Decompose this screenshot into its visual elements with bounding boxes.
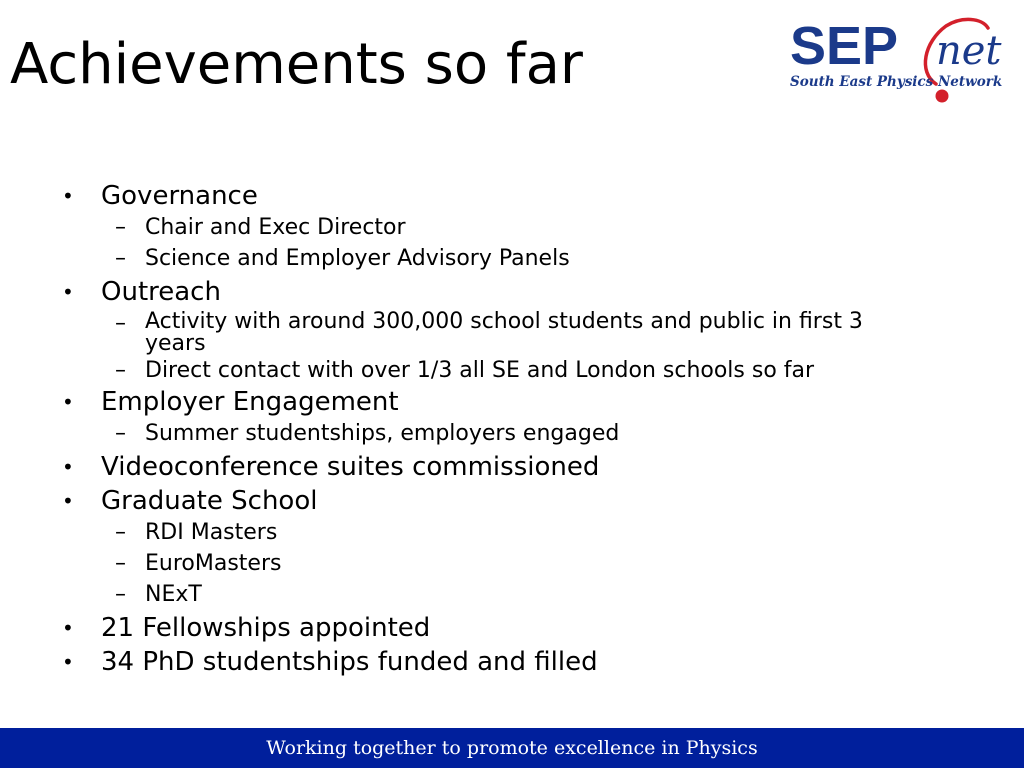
list-item-text: Summer studentships, employers engaged [145,421,620,446]
bullet-marker: • [62,390,74,414]
dash-marker: – [115,551,126,576]
bullet-marker: • [62,650,74,674]
list-item-text: Employer Engagement [101,387,399,417]
list-item-text: Governance [101,181,258,211]
bullet-marker: • [62,280,74,304]
footer-text: Working together to promote excellence in Physics [266,737,758,759]
footer-bar [0,728,1024,768]
dash-marker: – [115,421,126,446]
list-item-text: NExT [145,582,202,607]
dash-marker: – [115,246,126,271]
list-item-text: 34 PhD studentships funded and filled [101,647,598,677]
list-item-text: 21 Fellowships appointed [101,613,431,643]
list-item-text: RDI Masters [145,520,278,545]
list-item-text: Videoconference suites commissioned [101,452,600,482]
list-item-text: EuroMasters [145,551,282,576]
logo-wordmark-script: net [936,28,1002,74]
slide-title: Achievements so far [10,32,583,97]
list-item-text: Chair and Exec Director [145,215,406,240]
logo-wordmark-main: SEP [790,16,899,76]
bullet-marker: • [62,455,74,479]
logo-tagline: South East Physics Network [790,74,1003,90]
list-item-text: Outreach [101,277,221,307]
bullet-marker: • [62,184,74,208]
dash-marker: – [115,311,126,336]
list-item-text: Activity with around 300,000 school students and public in first 3 years [145,309,863,356]
dash-marker: – [115,582,126,607]
list-item-text: Graduate School [101,486,318,516]
list-item-text: Direct contact with over 1/3 all SE and London schools so far [145,358,815,383]
bullet-marker: • [62,489,74,513]
dash-marker: – [115,520,126,545]
dash-marker: – [115,358,126,383]
bullet-marker: • [62,616,74,640]
list-item-text: Science and Employer Advisory Panels [145,246,570,271]
dash-marker: – [115,215,126,240]
